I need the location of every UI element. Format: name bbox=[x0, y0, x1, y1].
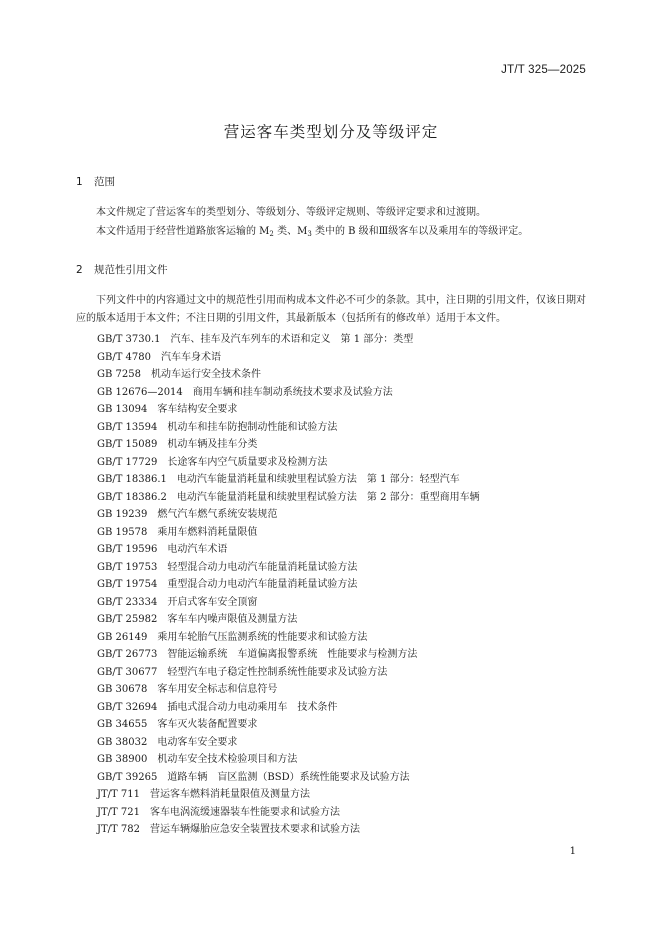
reference-code: GB/T 19754 bbox=[97, 579, 158, 590]
reference-item bbox=[97, 436, 480, 454]
reference-code: GB/T 19753 bbox=[97, 561, 158, 573]
reference-code: GB/T 4780 bbox=[97, 351, 152, 363]
reference-title: 长途客车内空气质量要求及检测方法 bbox=[167, 456, 328, 468]
reference-item bbox=[97, 384, 480, 402]
reference-title: 汽车、挂车及汽车列车的术语和定义 第 1 部分：类型 bbox=[170, 334, 414, 345]
scope-paragraph-2 bbox=[76, 223, 586, 243]
reference-title: 轻型混合动力电动汽车能量消耗量试验方法 bbox=[167, 561, 358, 573]
reference-title: 商用车辆和挂车制动系统技术要求及试验方法 bbox=[192, 386, 393, 398]
reference-code: GB/T 26773 bbox=[97, 649, 158, 660]
section-1-heading bbox=[76, 174, 115, 189]
reference-title: 燃气汽车燃气系统安装规范 bbox=[157, 509, 278, 520]
reference-title: 机动车运行安全技术条件 bbox=[150, 369, 261, 380]
reference-item bbox=[97, 821, 480, 839]
reference-item bbox=[97, 541, 480, 559]
reference-code: GB 26149 bbox=[97, 631, 148, 643]
reference-code: GB/T 32694 bbox=[97, 701, 158, 713]
reference-title: 轻型汽车电子稳定性控制系统性能要求及试验方法 bbox=[167, 666, 388, 678]
reference-code: GB 13094 bbox=[97, 404, 148, 415]
reference-item bbox=[97, 559, 480, 577]
reference-title: 机动车和挂车防抱制动性能和试验方法 bbox=[167, 421, 338, 433]
reference-title: 重型混合动力电动汽车能量消耗量试验方法 bbox=[167, 579, 358, 590]
reference-item bbox=[97, 699, 480, 717]
reference-code: GB 12676—2014 bbox=[97, 386, 183, 398]
doc-code: JT/T 325—2025 bbox=[501, 64, 586, 76]
reference-item bbox=[97, 349, 480, 367]
reference-code: GB 30678 bbox=[97, 684, 148, 695]
reference-code: GB/T 15089 bbox=[97, 439, 158, 450]
reference-item bbox=[97, 646, 480, 664]
reference-item bbox=[97, 751, 480, 769]
reference-title: 乘用车燃料消耗量限值 bbox=[157, 526, 258, 538]
reference-item bbox=[97, 716, 480, 734]
reference-item bbox=[97, 454, 480, 472]
reference-code: JT/T 721 bbox=[97, 806, 140, 818]
reference-item bbox=[97, 331, 480, 349]
reference-item bbox=[97, 576, 480, 594]
reference-code: GB/T 30677 bbox=[97, 666, 158, 678]
reference-title: 电动汽车能量消耗量和续驶里程试验方法 第 2 部分：重型商用车辆 bbox=[176, 491, 480, 503]
reference-title: 客车车内噪声限值及测量方法 bbox=[167, 614, 298, 625]
section-2-heading bbox=[76, 262, 168, 277]
reference-code: GB 7258 bbox=[97, 369, 141, 380]
reference-code: JT/T 711 bbox=[97, 789, 140, 800]
reference-code: GB/T 3730.1 bbox=[97, 334, 161, 345]
reference-item bbox=[97, 664, 480, 682]
reference-code: GB 38900 bbox=[97, 754, 148, 765]
reference-code: GB/T 13594 bbox=[97, 421, 158, 433]
reference-title: 智能运输系统 车道偏离报警系统 性能要求与检测方法 bbox=[167, 649, 418, 660]
reference-list bbox=[97, 331, 480, 839]
reference-item bbox=[97, 804, 480, 822]
normative-intro-paragraph: 下列文件中的内容通过文中的规范性引用而构成本文件必不可少的条款。其中，注日期的引用文件，仅该日期对应的版本适用于本文件；不注日期的引用文件，其最新版本（包括所有的修改单）适用于本文件。 bbox=[76, 295, 586, 324]
reference-code: GB/T 19596 bbox=[97, 544, 158, 555]
reference-title: 客车结构安全要求 bbox=[157, 404, 238, 415]
reference-title: 汽车车身术语 bbox=[161, 351, 222, 363]
section-title: 范围 bbox=[94, 176, 115, 188]
reference-item bbox=[97, 419, 480, 437]
reference-code: GB 19239 bbox=[97, 509, 148, 520]
reference-title: 乘用车轮胎气压监测系统的性能要求和试验方法 bbox=[157, 631, 368, 643]
reference-title: 电动客车安全要求 bbox=[157, 736, 238, 748]
reference-item bbox=[97, 524, 480, 542]
reference-title: 营运客车燃料消耗量限值及测量方法 bbox=[149, 789, 310, 800]
section-title: 规范性引用文件 bbox=[94, 264, 168, 276]
reference-item bbox=[97, 734, 480, 752]
reference-title: 客车电涡流缓速器装车性能要求和试验方法 bbox=[149, 806, 340, 818]
reference-item bbox=[97, 471, 480, 489]
scope-text-part: 类中的 B 级和Ⅲ级客车以及乘用车的等级评定。 bbox=[311, 226, 529, 237]
reference-item bbox=[97, 594, 480, 612]
reference-title: 开启式客车安全顶窗 bbox=[167, 596, 258, 608]
reference-title: 电动汽车能量消耗量和续驶里程试验方法 第 1 部分：轻型汽车 bbox=[176, 474, 460, 485]
section-number: 2 bbox=[76, 264, 83, 276]
reference-title: 电动汽车术语 bbox=[167, 544, 228, 555]
subscript: 3 bbox=[307, 230, 312, 238]
reference-code: GB 34655 bbox=[97, 719, 148, 730]
reference-code: GB/T 39265 bbox=[97, 771, 158, 783]
reference-code: GB/T 23334 bbox=[97, 596, 158, 608]
reference-title: 营运车辆爆胎应急安全装置技术要求和试验方法 bbox=[149, 824, 360, 835]
reference-code: GB 38032 bbox=[97, 736, 148, 748]
scope-text-part: 类、M bbox=[273, 226, 308, 237]
reference-code: GB/T 18386.1 bbox=[97, 474, 167, 485]
reference-title: 机动车安全技术检验项目和方法 bbox=[157, 754, 298, 765]
subscript: 2 bbox=[269, 230, 274, 238]
reference-title: 机动车辆及挂车分类 bbox=[167, 439, 258, 450]
reference-item bbox=[97, 681, 480, 699]
reference-title: 道路车辆 盲区监测（BSD）系统性能要求及试验方法 bbox=[167, 771, 410, 783]
reference-code: GB/T 25982 bbox=[97, 614, 158, 625]
section-number: 1 bbox=[76, 176, 83, 188]
reference-code: GB/T 17729 bbox=[97, 456, 158, 468]
scope-paragraph-1: 本文件规定了营运客车的类型划分、等级划分、等级评定规则、等级评定要求和过渡期。 bbox=[96, 207, 486, 218]
reference-item bbox=[97, 629, 480, 647]
reference-title: 插电式混合动力电动乘用车 技术条件 bbox=[167, 701, 338, 713]
reference-title: 客车灭火装备配置要求 bbox=[157, 719, 258, 730]
scope-text-part: 本文件适用于经营性道路旅客运输的 M bbox=[96, 226, 270, 237]
reference-code: GB/T 18386.2 bbox=[97, 491, 167, 503]
reference-code: JT/T 782 bbox=[97, 824, 140, 835]
reference-code: GB 19578 bbox=[97, 526, 148, 538]
reference-item bbox=[97, 506, 480, 524]
reference-item bbox=[97, 489, 480, 507]
reference-item bbox=[97, 769, 480, 787]
reference-item bbox=[97, 611, 480, 629]
document-title: 营运客车类型划分及等级评定 bbox=[223, 123, 439, 141]
reference-item bbox=[97, 786, 480, 804]
reference-item bbox=[97, 366, 480, 384]
reference-title: 客车用安全标志和信息符号 bbox=[157, 684, 278, 695]
page-number: 1 bbox=[569, 846, 576, 857]
reference-item bbox=[97, 401, 480, 419]
